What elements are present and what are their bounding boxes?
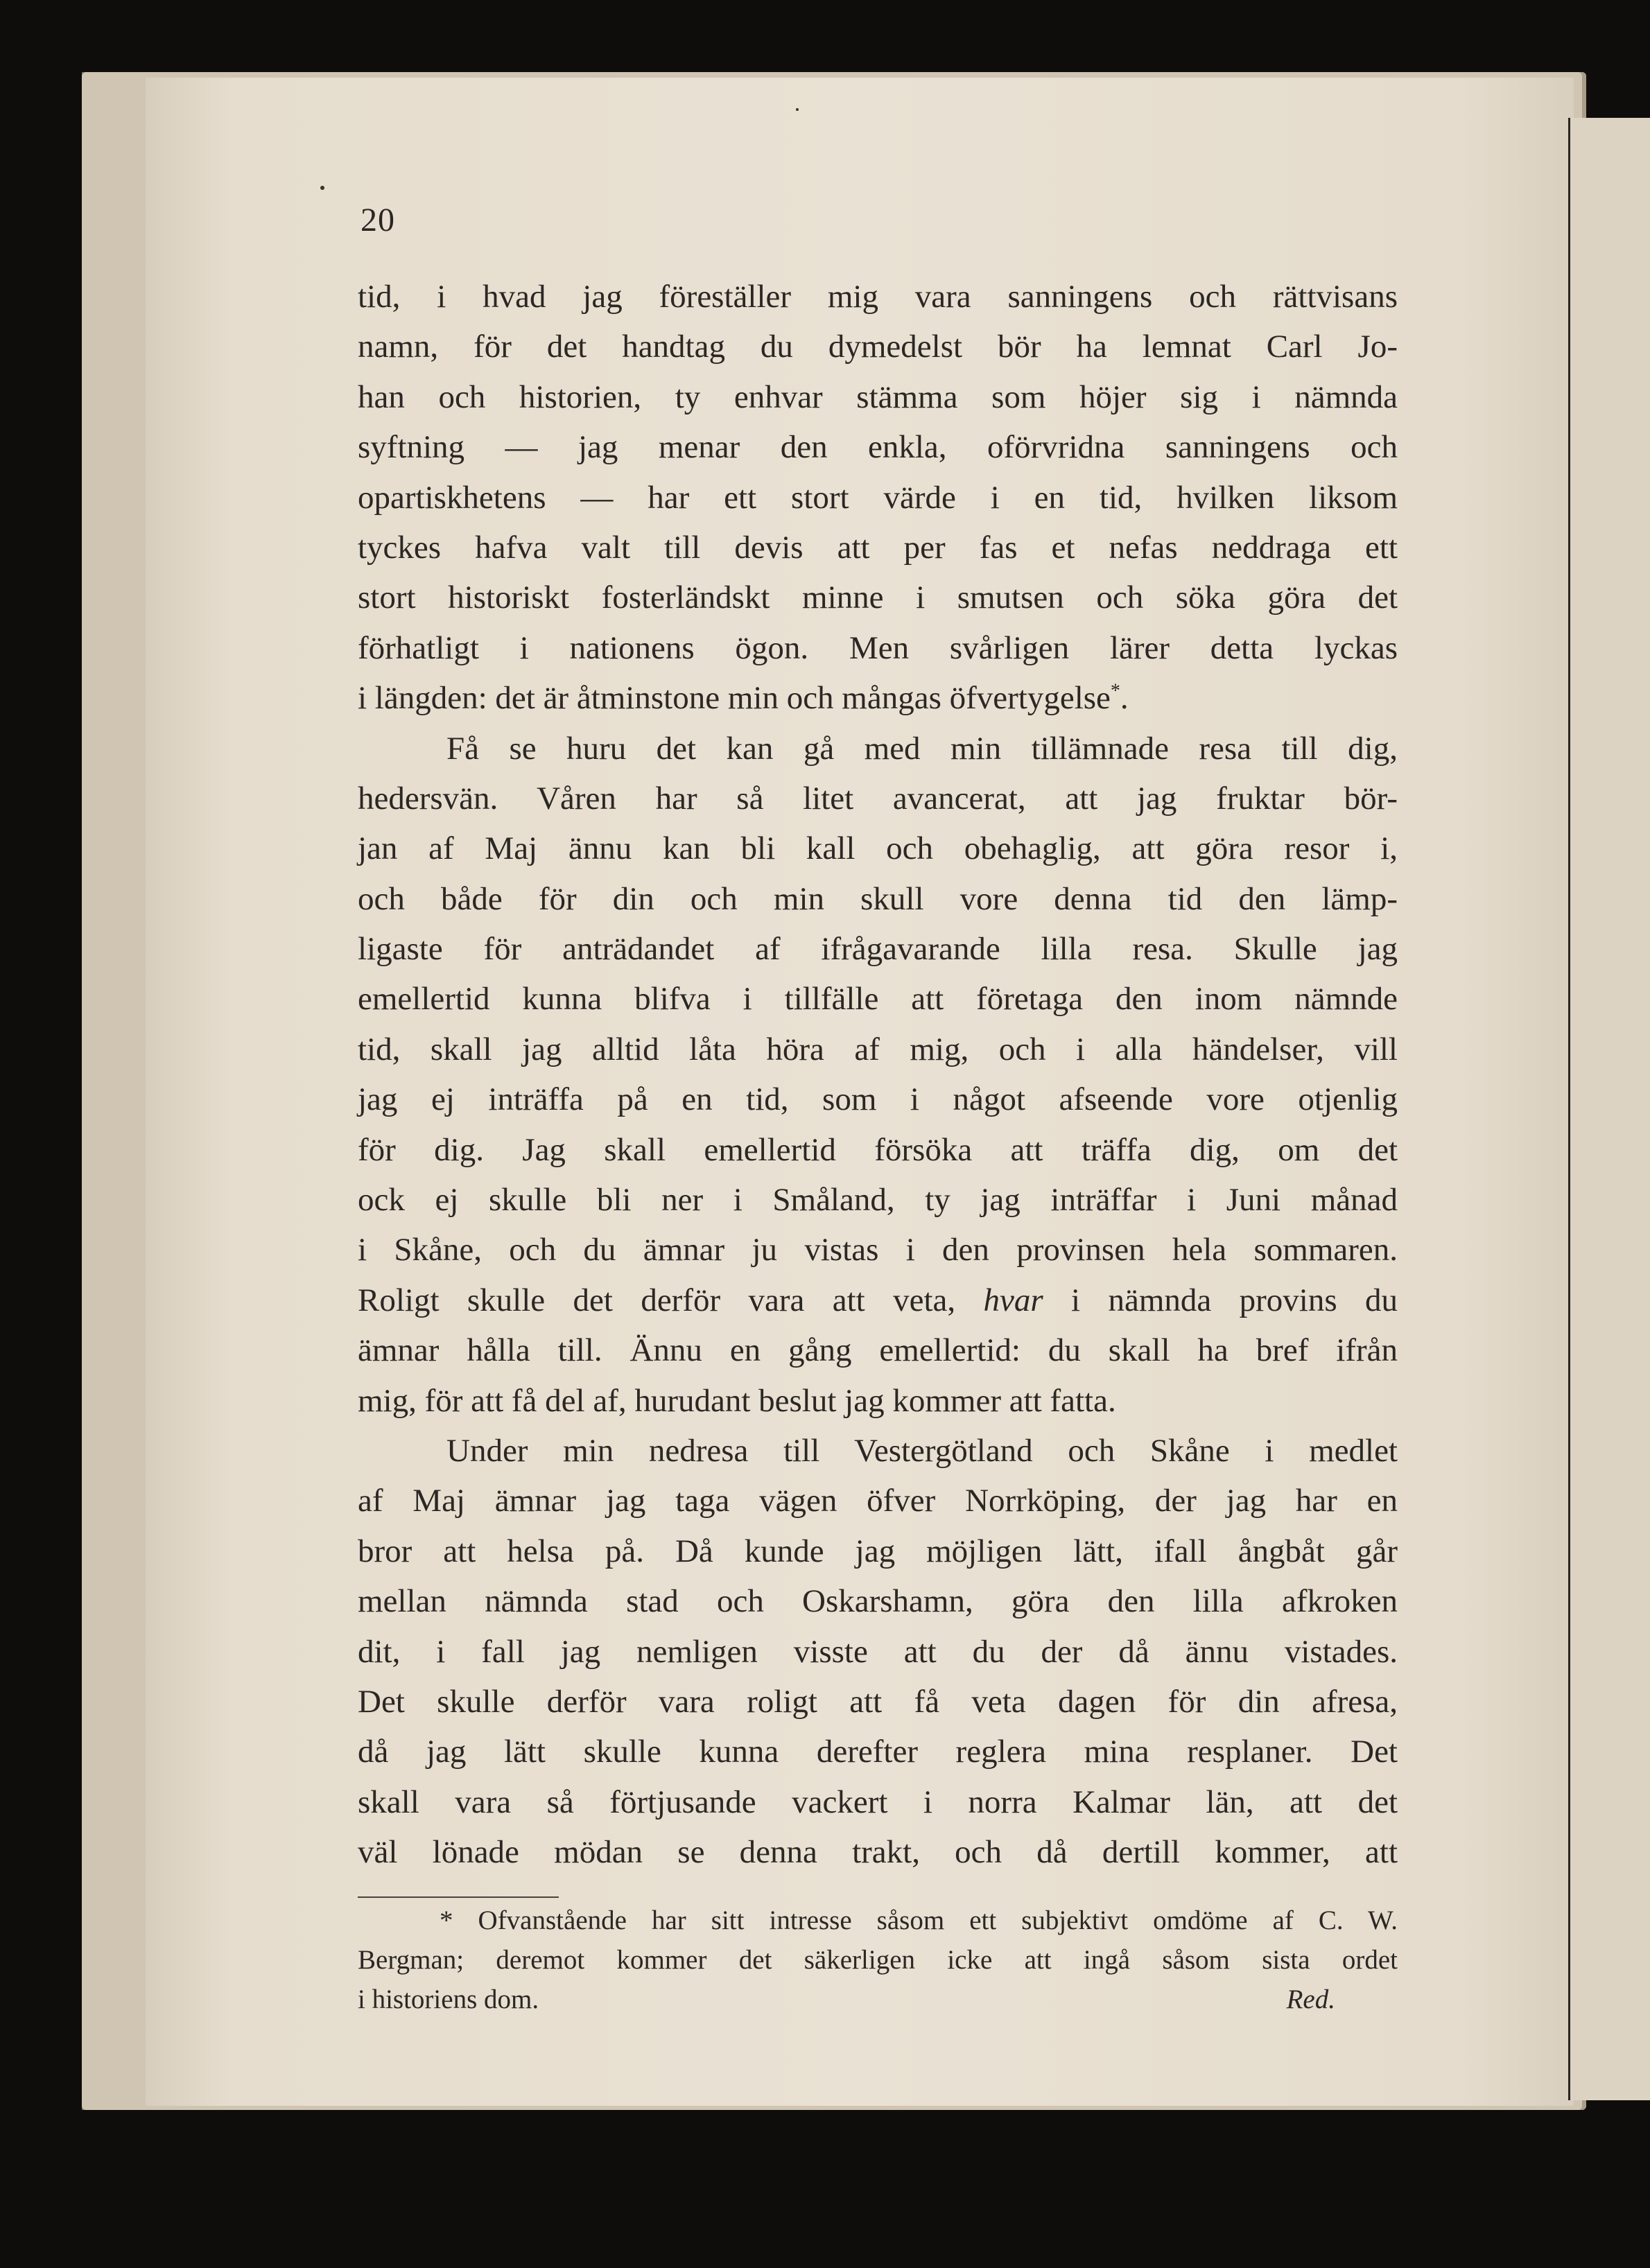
text-line: förhatligt i nationens ögon. Men svårligen lärer detta lyckas	[358, 629, 1398, 666]
italic-word: hvar	[983, 1282, 1043, 1318]
text-line: opartiskhetens — har ett stort värde i en tid, hvilken liksom	[358, 479, 1398, 516]
text-segment: i nämnda provins du	[1071, 1282, 1398, 1318]
text-line: Under min nedresa till Vestergötland och Skåne i medlet	[446, 1432, 1398, 1469]
text-line: tid, i hvad jag föreställer mig vara sanningens och rättvisans	[358, 279, 1398, 315]
text-line-with-footnote	[358, 673, 1398, 723]
footnote-line: Bergman; deremot kommer det säkerligen icke att ingå såsom sista ordet	[358, 1945, 1398, 1975]
text-line: namn, för det handtag du dymedelst bör ha lemnat Carl Jo-	[358, 329, 1398, 365]
text-line: Få se huru det kan gå med min tillämnade resa till dig,	[446, 730, 1398, 767]
footnote-line: i historiens dom.	[358, 1984, 539, 2014]
text-line: då jag lätt skulle kunna derefter reglera mina resplaner. Det	[358, 1734, 1398, 1770]
text-line: emellertid kunna blifva i tillfälle att företaga den inom nämnde	[358, 981, 1398, 1018]
text-line: stort historiskt fosterländskt minne i smutsen och söka göra det	[358, 579, 1398, 616]
text-line: tid, skall jag alltid låta höra af mig, och i alla händelser, vill	[358, 1031, 1398, 1067]
text-line: syftning — jag menar den enkla, oförvridna sanningens och	[358, 429, 1398, 466]
text-line: för dig. Jag skall emellertid försöka att träffa dig, om det	[358, 1131, 1398, 1168]
footnote-signature: Red.	[1286, 1984, 1335, 2014]
page-number: 20	[361, 202, 395, 238]
text-line: ligaste för anträdandet af ifrågavarande lilla resa. Skulle jag	[358, 931, 1398, 968]
facing-page-edge	[1568, 118, 1650, 2100]
text-line: och både för din och min skull vore denna tid den lämp-	[358, 880, 1398, 917]
footnote-last-line	[358, 1980, 1398, 2019]
text-line: i Skåne, och du ämnar ju vistas i den provinsen hela sommaren.	[358, 1232, 1398, 1268]
text-segment: Roligt skulle det derför vara att veta,	[358, 1282, 956, 1318]
footnote-divider	[358, 1896, 559, 1898]
text-line: af Maj ämnar jag taga vägen öfver Norrköping, der jag har en	[358, 1483, 1398, 1519]
footnote	[358, 1901, 1398, 2019]
body-text	[358, 272, 1398, 1878]
sentence-end: .	[1120, 680, 1129, 717]
text-line: tyckes hafva valt till devis att per fas et nefas neddraga ett	[358, 529, 1398, 566]
text-line: jag ej inträffa på en tid, som i något afseende vore otjenlig	[358, 1081, 1398, 1118]
text-line: väl lönade mödan se denna trakt, och då dertill kommer, att	[358, 1834, 1398, 1871]
text-line: han och historien, ty enhvar stämma som höjer sig i nämnda	[358, 378, 1398, 415]
text-line: ock ej skulle bli ner i Småland, ty jag inträffar i Juni månad	[358, 1182, 1398, 1219]
ink-speck	[320, 186, 324, 190]
text-line: mig, för att få del af, hurudant beslut jag kommer att fatta.	[358, 1382, 1116, 1419]
ink-speck	[796, 108, 799, 111]
footnote-line: * Ofvanstående har sitt intresse såsom ett subjektivt omdöme af C. W.	[440, 1905, 1398, 1935]
text-line: Det skulle derför vara roligt att få veta dagen för din afresa,	[358, 1683, 1398, 1720]
text-line: skall vara så förtjusande vackert i norra Kalmar län, att det	[358, 1783, 1398, 1820]
footnote-marker: *	[1110, 680, 1120, 702]
text-line: mellan nämnda stad och Oskarshamn, göra den lilla afkroken	[358, 1583, 1398, 1620]
text-line: hedersvän. Våren har så litet avancerat, att jag fruktar bör-	[358, 780, 1398, 817]
text-line: ämnar hålla till. Ännu en gång emellertid: du skall ha bref ifrån	[358, 1332, 1398, 1369]
text-segment: i längden: det är åtminstone min och mångas öfvertygelse	[358, 680, 1111, 717]
text-line: jan af Maj ännu kan bli kall och obehaglig, att göra resor i,	[358, 830, 1398, 867]
text-line: dit, i fall jag nemligen visste att du der då ännu vistades.	[358, 1633, 1398, 1670]
text-line-with-italic	[358, 1275, 1398, 1325]
text-line: bror att helsa på. Då kunde jag möjligen lätt, ifall ångbåt går	[358, 1533, 1398, 1569]
